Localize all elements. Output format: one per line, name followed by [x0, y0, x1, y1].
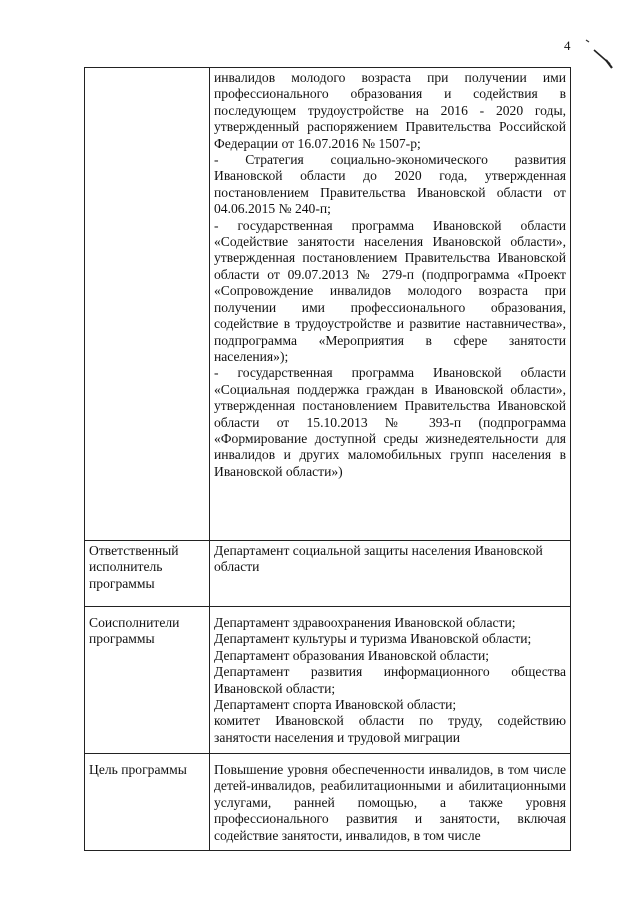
paragraph: инвалидов молодого возраста при получении ими профессионального образования и содействия в последующем трудоустройстве на 2016 - 2020 годы, утвержденный распоряжением Правительства Российской Федерации от 16.07.2016 № 1507-р;: [214, 70, 566, 151]
scan-mark-icon: [584, 38, 614, 72]
program-passport-table: [84, 67, 571, 851]
paragraph: Департамент социальной защиты населения Ивановской области: [214, 543, 543, 575]
row-label: Цель программы: [85, 754, 210, 851]
paragraph: - государственная программа Ивановской области «Содействие занятости населения Ивановской области», утвержденная постановлением Правительства Ивановской области от 09.07.2013 № 279-п (подпрограмма «Проект «Сопровождение инвалидов молодого возраста при получении ими профессионального образования, содействие в трудоустройстве и развитие наставничества», подпрограмма «Мероприятия в сфере занятости населения»);: [214, 217, 566, 364]
row-content: [210, 541, 571, 607]
row-label: Соисполнители программы: [85, 607, 210, 754]
paragraph: Департамент спорта Ивановской области;: [214, 697, 457, 713]
paragraph: Департамент образования Ивановской области;: [214, 647, 490, 663]
paragraph: - Стратегия социально-экономического развития Ивановской области до 2020 года, утвержденная постановлением Правительства Ивановской области от 04.06.2015 № 240-п;: [214, 152, 566, 217]
table-row: [85, 541, 571, 607]
page-number: 4: [564, 38, 571, 53]
row-label: [85, 68, 210, 541]
paragraph: Департамент культуры и туризма Ивановской области;: [214, 631, 532, 647]
row-content: [210, 607, 571, 754]
table-row: [85, 68, 571, 541]
paragraph: Департамент развития информационного общества Ивановской области;: [214, 664, 566, 696]
paragraph: Департамент здравоохранения Ивановской области;: [214, 615, 516, 630]
row-content: [210, 68, 571, 541]
table-row: [85, 607, 571, 754]
row-content: [210, 754, 571, 851]
table-row: [85, 754, 571, 851]
paragraph: - государственная программа Ивановской области «Социальная поддержка граждан в Ивановской области», утвержденная постановлением Правительства Ивановской области от 15.10.2013 № 393-п (подпрограмма «Формирование доступной среды жизнедеятельности для инвалидов и других маломобильных групп населения в Ивановской области»): [214, 365, 566, 479]
row-label: Ответственный исполнитель программы: [85, 541, 210, 607]
paragraph: Повышение уровня обеспеченности инвалидов, в том числе детей-инвалидов, реабилитационными и абилитационными услугами, ранней помощью, а также уровня профессионального развития и занятости, включая содействие занятости, инвалидов, в том числе: [214, 762, 566, 843]
paragraph: комитет Ивановской области по труду, содействию занятости населения и трудовой миграции: [214, 713, 566, 745]
